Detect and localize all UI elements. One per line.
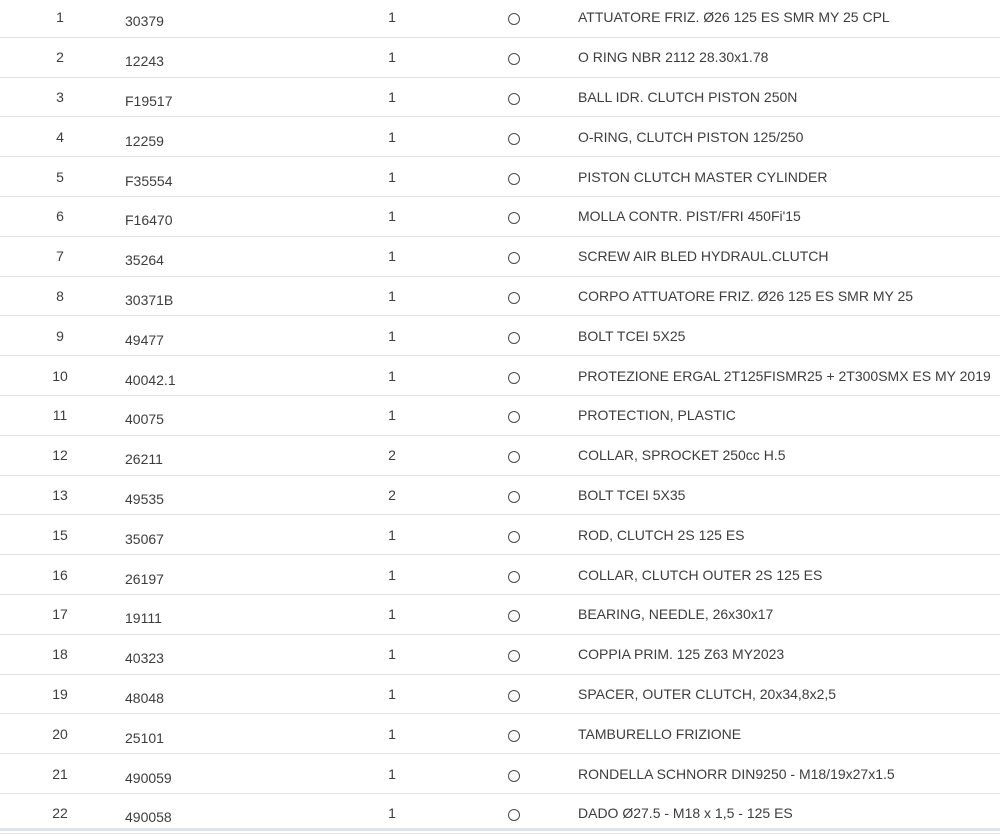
part-description: RONDELLA SCHNORR DIN9250 - M18/19x27x1.5: [578, 765, 895, 782]
select-radio-icon[interactable]: [508, 133, 520, 145]
select-cell: [506, 197, 522, 238]
position-number: 19: [52, 685, 68, 702]
position-number: 2: [56, 49, 64, 66]
quantity: 1: [388, 327, 396, 344]
select-cell: [506, 515, 522, 556]
part-code: 26211: [125, 451, 163, 468]
table-row: [0, 316, 1000, 356]
part-description: SPACER, OUTER CLUTCH, 20x34,8x2,5: [578, 685, 837, 702]
position-number: 4: [56, 128, 64, 145]
select-radio-icon[interactable]: [508, 610, 520, 622]
select-radio-icon[interactable]: [508, 770, 520, 782]
part-description: SCREW AIR BLED HYDRAUL.CLUTCH: [578, 248, 829, 265]
select-cell: [506, 396, 522, 437]
table-row: [0, 436, 1000, 476]
table-row: [0, 515, 1000, 555]
part-description: BALL IDR. CLUTCH PISTON 250N: [578, 88, 798, 105]
part-description: BOLT TCEI 5X25: [578, 327, 686, 344]
position-number: 10: [52, 367, 68, 384]
select-cell: [506, 157, 522, 198]
select-radio-icon[interactable]: [508, 173, 520, 185]
part-description: BEARING, NEEDLE, 26x30x17: [578, 606, 774, 623]
select-cell: [506, 675, 522, 716]
position-number: 21: [52, 765, 68, 782]
select-cell: [506, 714, 522, 755]
select-cell: [506, 38, 522, 79]
select-radio-icon[interactable]: [508, 332, 520, 344]
select-radio-icon[interactable]: [508, 531, 520, 543]
part-description: ROD, CLUTCH 2S 125 ES: [578, 526, 745, 543]
quantity: 1: [388, 168, 396, 185]
part-code: 40075: [125, 411, 164, 428]
position-number: 18: [52, 646, 68, 663]
position-number: 20: [52, 725, 68, 742]
part-code: 26197: [125, 570, 164, 587]
select-cell: [506, 555, 522, 596]
table-row: [0, 555, 1000, 595]
quantity: 1: [388, 566, 396, 583]
table-row: [0, 714, 1000, 754]
select-radio-icon[interactable]: [508, 292, 520, 304]
select-cell: [506, 277, 522, 318]
part-description: TAMBURELLO FRIZIONE: [578, 725, 742, 742]
part-code: 25101: [125, 729, 164, 746]
quantity: 2: [388, 486, 396, 503]
quantity: 1: [388, 287, 396, 304]
table-row: [0, 396, 1000, 436]
select-cell: [506, 117, 522, 158]
part-description: DADO Ø27.5 - M18 x 1,5 - 125 ES: [578, 805, 793, 822]
position-number: 7: [56, 248, 64, 265]
quantity: 1: [388, 208, 396, 225]
select-radio-icon[interactable]: [508, 809, 520, 821]
select-cell: [506, 237, 522, 278]
part-description: CORPO ATTUATORE FRIZ. Ø26 125 ES SMR MY 25: [578, 287, 914, 304]
select-cell: [506, 635, 522, 676]
part-description: PROTECTION, PLASTIC: [578, 407, 736, 424]
quantity: 1: [388, 248, 396, 265]
quantity: 1: [388, 88, 396, 105]
position-number: 22: [52, 805, 68, 822]
part-code: 40042.1: [125, 371, 176, 388]
select-cell: [506, 316, 522, 357]
part-code: F35554: [125, 172, 173, 189]
table-row: [0, 38, 1000, 78]
part-code: 30379: [125, 13, 164, 30]
quantity: 1: [388, 685, 396, 702]
select-radio-icon[interactable]: [508, 411, 520, 423]
select-radio-icon[interactable]: [508, 212, 520, 224]
select-cell: [506, 0, 522, 39]
quantity: 1: [388, 765, 396, 782]
quantity: 1: [388, 725, 396, 742]
table-row: [0, 277, 1000, 317]
part-description: COLLAR, CLUTCH OUTER 2S 125 ES: [578, 566, 823, 583]
table-row: [0, 754, 1000, 794]
quantity: 1: [388, 367, 396, 384]
table-row: [0, 117, 1000, 157]
part-code: 49535: [125, 490, 164, 507]
part-code: 12259: [125, 132, 164, 149]
position-number: 3: [56, 88, 64, 105]
position-number: 12: [52, 447, 68, 464]
select-radio-icon[interactable]: [508, 571, 520, 583]
quantity: 1: [388, 606, 396, 623]
part-code: 35067: [125, 530, 164, 547]
part-description: COPPIA PRIM. 125 Z63 MY2023: [578, 646, 785, 663]
select-cell: [506, 754, 522, 795]
quantity: 1: [388, 526, 396, 543]
select-cell: [506, 436, 522, 477]
select-radio-icon[interactable]: [508, 93, 520, 105]
quantity: 2: [388, 447, 396, 464]
table-row: [0, 78, 1000, 118]
select-radio-icon[interactable]: [508, 252, 520, 264]
part-code: 12243: [125, 53, 164, 70]
part-code: 490058: [125, 809, 172, 826]
part-description: O RING NBR 2112 28.30x1.78: [578, 49, 769, 66]
position-number: 6: [56, 208, 64, 225]
select-radio-icon[interactable]: [508, 690, 520, 702]
select-radio-icon[interactable]: [508, 451, 520, 463]
table-row: [0, 635, 1000, 675]
part-description: PISTON CLUTCH MASTER CYLINDER: [578, 168, 828, 185]
select-cell: [506, 476, 522, 517]
part-code: 40323: [125, 650, 164, 667]
select-radio-icon[interactable]: [508, 650, 520, 662]
quantity: 1: [388, 128, 396, 145]
table-row: [0, 356, 1000, 396]
part-description: O-RING, CLUTCH PISTON 125/250: [578, 128, 804, 145]
table-row: [0, 595, 1000, 635]
part-code: F19517: [125, 92, 173, 109]
table-row: [0, 476, 1000, 516]
part-code: 490059: [125, 769, 172, 786]
position-number: 16: [52, 566, 68, 583]
part-code: F16470: [125, 212, 173, 229]
quantity: 1: [388, 805, 396, 822]
table-row: [0, 0, 1000, 38]
select-radio-icon[interactable]: [508, 491, 520, 503]
part-description: BOLT TCEI 5X35: [578, 486, 686, 503]
part-code: 35264: [125, 252, 164, 269]
position-number: 15: [52, 526, 68, 543]
table-row: [0, 237, 1000, 277]
position-number: 9: [56, 327, 64, 344]
quantity: 1: [388, 49, 396, 66]
select-radio-icon[interactable]: [508, 13, 520, 25]
select-radio-icon[interactable]: [508, 372, 520, 384]
table-row: [0, 157, 1000, 197]
position-number: 11: [52, 407, 68, 424]
quantity: 1: [388, 646, 396, 663]
position-number: 5: [56, 168, 64, 185]
position-number: 8: [56, 287, 64, 304]
table-row: [0, 675, 1000, 715]
select-cell: [506, 78, 522, 119]
part-description: ATTUATORE FRIZ. Ø26 125 ES SMR MY 25 CPL: [578, 9, 890, 26]
position-number: 13: [52, 486, 68, 503]
part-code: 48048: [125, 689, 164, 706]
quantity: 1: [388, 9, 396, 26]
position-number: 17: [52, 606, 68, 623]
select-cell: [506, 356, 522, 397]
position-number: 1: [56, 9, 64, 26]
part-code: 49477: [125, 331, 164, 348]
select-radio-icon[interactable]: [508, 730, 520, 742]
table-row: [0, 197, 1000, 237]
part-code: 30371B: [125, 291, 174, 308]
select-cell: [506, 595, 522, 636]
select-radio-icon[interactable]: [508, 53, 520, 65]
quantity: 1: [388, 407, 396, 424]
part-description: COLLAR, SPROCKET 250cc H.5: [578, 447, 786, 464]
part-description: PROTEZIONE ERGAL 2T125FISMR25 + 2T300SMX ES MY 2019: [578, 367, 991, 384]
part-description: MOLLA CONTR. PIST/FRI 450Fi'15: [578, 208, 801, 225]
part-code: 19111: [125, 610, 162, 627]
